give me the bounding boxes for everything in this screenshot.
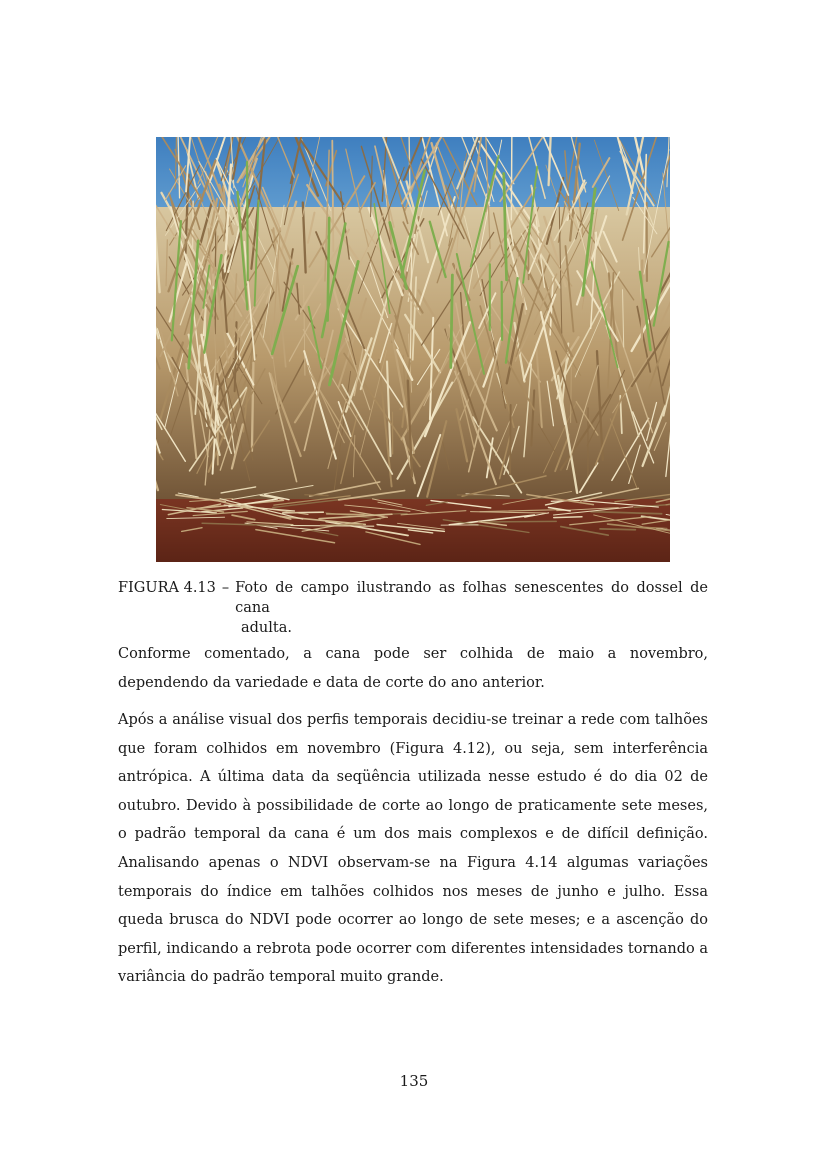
figure-caption [118, 578, 708, 638]
caption-line-2: adulta. [241, 620, 292, 636]
figure-dash: – [221, 580, 230, 596]
page-number: 135 [399, 1072, 429, 1090]
figure-label: FIGURA 4.13 [118, 580, 216, 596]
sugarcane-field-photo [156, 137, 670, 562]
caption-line-1: Foto de campo ilustrando as folhas senescentes do dossel de cana [235, 580, 708, 616]
paragraph-2: Após a análise visual dos perfis temporais decidiu-se treinar a rede com talhões que foram colhidos em novembro (Figura 4.12), ou seja, sem interferência antrópica. A última data da seqüência utilizada nesse estudo é do dia 02 de outubro. Devido à possibilidade de corte ao longo de praticamente sete meses, o padrão temporal da cana é um dos mais complexos e de difícil definição. Analisando apenas o NDVI observam-se na Figura 4.14 algumas variações temporais do índice em talhões colhidos nos meses de junho e julho. Essa queda brusca do NDVI pode ocorrer ao longo de sete meses; e a ascenção do perfil, indicando a rebrota pode ocorrer com diferentes intensidades tornando a variância do padrão temporal muito grande. [118, 712, 708, 986]
paragraph-1: Conforme comentado, a cana pode ser colhida de maio a novembro, dependendo da variedade e data de corte do ano anterior. [118, 646, 708, 691]
